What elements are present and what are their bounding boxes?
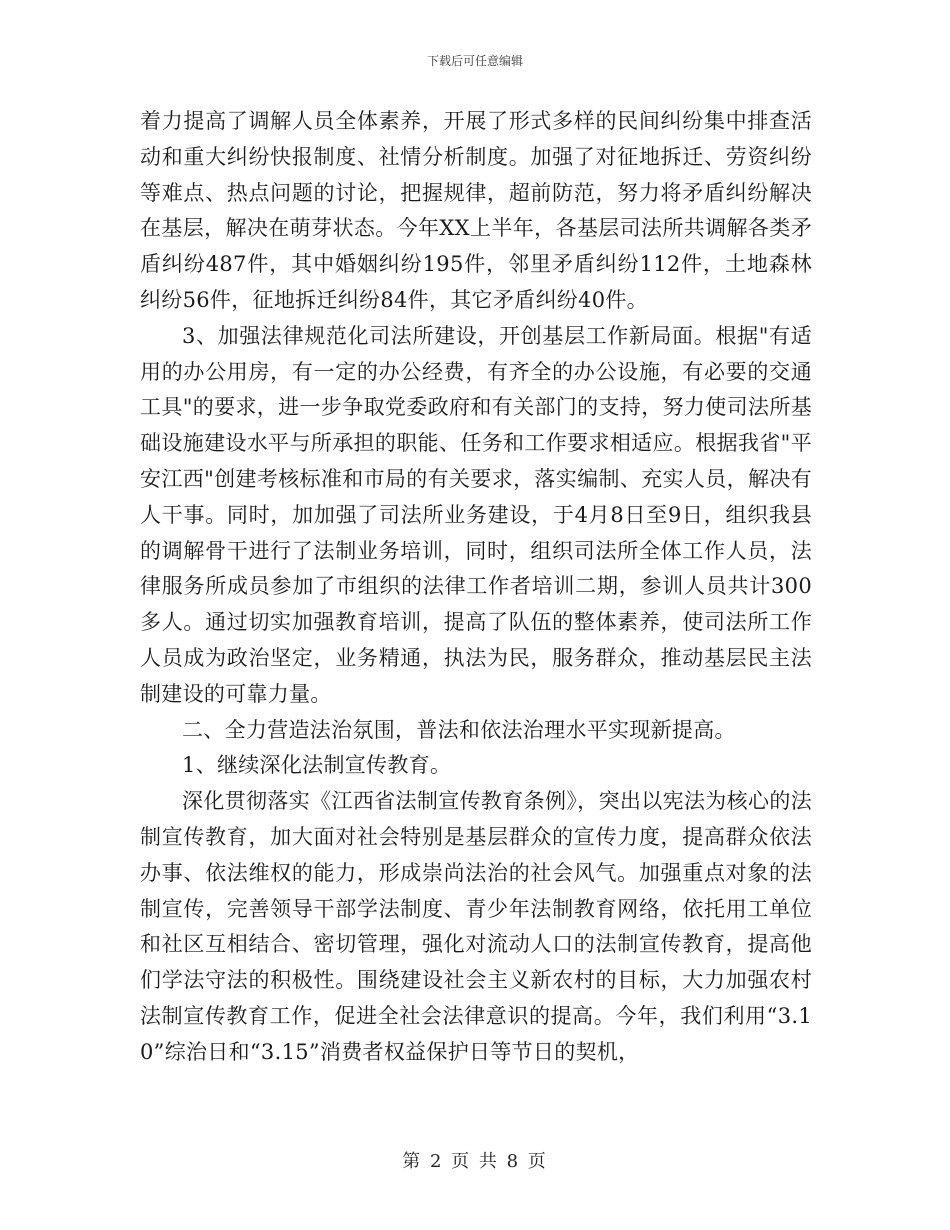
document-body bbox=[140, 104, 812, 1071]
page-header: 下载后可任意编辑 bbox=[426, 54, 523, 68]
heading-section-two: 二、全力营造法治氛围，普法和依法治理水平实现新提高。 bbox=[182, 717, 736, 742]
paragraph-section-3: 3、加强法律规范化司法所建设，开创基层工作新局面。根据"有适用的办公用房，有一定的办公经费，有齐全的办公设施，有必要的交通工具"的要求，进一步争取党委政府和有关部门的支持，努力使司法所基础设施建设水平与所承担的职能、任务和工作要求相适应。根据我省"平安江西"创建考核标准和市局的有关要求，落实编制、充实人员，解决有人干事。同时，加加强了司法所业务建设，于4月8日至9日，组织我县的调解骨干进行了法制业务培训，同时，组织司法所全体工作人员，法律服务所成员参加了市组织的法律工作者培训二期，参训人员共计300多人。通过切实加强教育培训，提高了队伍的整体素养，使司法所工作人员成为政治坚定，业务精通，执法为民，服务群众，推动基层民主法制建设的可靠力量。 bbox=[140, 323, 812, 706]
paragraph-legal-education: 深化贯彻落实《江西省法制宣传教育条例》，突出以宪法为核心的法制宣传教育，加大面对社会特别是基层群众的宣传力度，提高群众依法办事、依法维权的能力，形成崇尚法治的社会风气。加强重点对象的法制宣传，完善领导干部学法制度、青少年法制教育网络，依托用工单位和社区互相结合、密切管理，强化对流动人口的法制宣传教育，提高他们学法守法的积极性。围绕建设社会主义新农村的目标，大力加强农村法制宣传教育工作，促进全社会法律意识的提高。今年，我们利用“3.10”综治日和“3.15”消费者权益保护日等节日的契机， bbox=[140, 789, 812, 1064]
paragraph-continued: 着力提高了调解人员全体素养，开展了形式多样的民间纠纷集中排查活动和重大纠纷快报制度、社情分析制度。加强了对征地拆迁、劳资纠纷等难点、热点问题的讨论，把握规律，超前防范，努力将矛盾纠纷解决在基层，解决在萌芽状态。今年XX上半年，各基层司法所共调解各类矛盾纠纷487件，其中婚姻纠纷195件，邻里矛盾纠纷112件，土地森林纠纷56件，征地拆迁纠纷84件，其它矛盾纠纷40件。 bbox=[140, 109, 812, 312]
heading-subsection-1: 1、继续深化法制宣传教育。 bbox=[182, 753, 452, 778]
page-number-footer: 第 2 页 共 8 页 bbox=[402, 1151, 548, 1172]
